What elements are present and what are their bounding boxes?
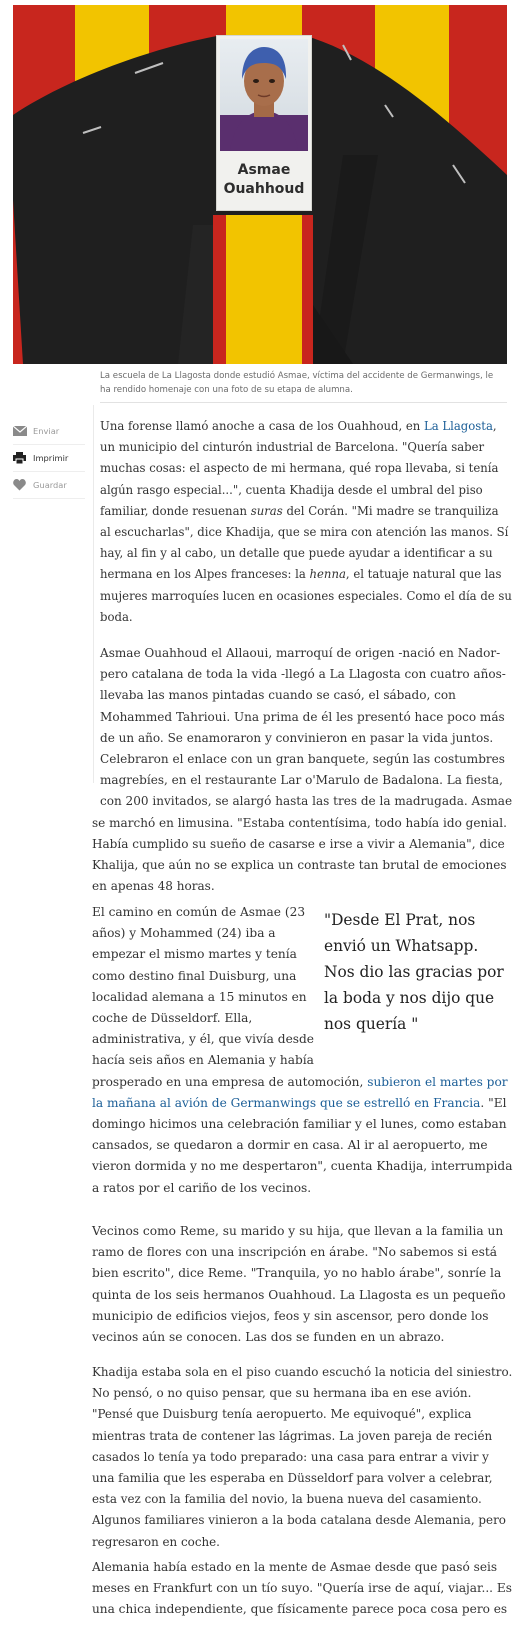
article-paragraph-5: [92, 1362, 512, 1553]
italic-term: suras: [250, 503, 283, 518]
heart-icon: [13, 478, 33, 492]
text-line: Asmae Ouahhoud el Allaoui, marroquí de origen -nació en Nador-: [100, 646, 501, 660]
text-line: No pensó, o no quiso pensar, que su hermana iba en ese avión.: [92, 1386, 472, 1401]
text-line: pero catalana de toda la vida -llegó a La Llagosta con cuatro años-: [100, 667, 506, 682]
text-line: municipio de edificios viejos, feos y sin ascensor, pero donde los: [92, 1308, 489, 1323]
quote-line: "Desde El Prat, nos: [324, 911, 476, 929]
text-line: bien escrito", dice Reme. "Tranquila, yo no hablo árabe", sonríe la: [92, 1266, 502, 1281]
text-line: una chica independiente, que físicamente parece poca cosa pero es: [92, 1602, 508, 1617]
text-line: con 200 invitados, se alargó hasta las tres de la madrugada. Asmae: [100, 794, 513, 809]
germanwings-link-part-2[interactable]: la mañana al avión de Germanwings que se estrelló en Francia: [92, 1095, 481, 1110]
text-run: , el tatuaje natural que las: [345, 567, 502, 582]
text-line: Vecinos como Reme, su marido y su hija, que llevan a la familia un: [92, 1224, 504, 1238]
text-line: muchas cosas: el aspecto de mi hermana, qué ropa llevaba, si tenía: [100, 461, 499, 476]
text-line: Khadija estaba sola en el piso cuando escuchó la noticia del siniestro.: [92, 1365, 513, 1379]
print-label: Imprimir: [33, 453, 69, 463]
text-line: quinta de los seis hermanos Ouahhoud. La Llagosta es un pequeño: [92, 1287, 506, 1302]
text-run: familiar, donde resuenan: [100, 503, 251, 518]
text-line: Algunos familiares vinieron a la boda catalana desde Alemania, pero: [92, 1513, 506, 1528]
printer-icon: [13, 451, 33, 465]
text-line: regresaron en coche.: [92, 1534, 220, 1549]
print-button[interactable]: [13, 445, 85, 472]
text-run: Una forense llamó anoche a casa de los Ouahhoud, en: [100, 419, 424, 433]
quote-line: la boda y nos dijo que: [324, 989, 495, 1007]
text-line: una familia que les esperaba en Düsseldorf para volver a celebrar,: [92, 1471, 493, 1486]
quote-line: Nos dio las gracias por: [324, 963, 504, 981]
text-line: "Pensé que Duisburg tenía aeropuerto. Me equivoqué", explica: [92, 1407, 472, 1422]
article-paragraph-1: [100, 416, 512, 628]
text-line: años) y Mohammed (24) iba a: [92, 926, 276, 941]
germanwings-link-part-1[interactable]: subieron el martes por: [367, 1074, 508, 1089]
text-line: esta vez con la familia del novio, la buena nueva del casamiento.: [92, 1492, 482, 1507]
text-line: Había cumplido su sueño de casarse e irse a vivir a Alemania", dice: [92, 836, 505, 851]
text-line: boda.: [100, 609, 133, 624]
text-run: ,: [492, 419, 497, 433]
quote-line: nos quería ": [324, 1015, 419, 1033]
envelope-icon: [13, 424, 33, 438]
text-line: mujeres marroquíes lucen en ocasiones especiales. Como el día de su: [100, 588, 512, 603]
text-line: domingo hicimos una celebración familiar y el lunes, como estaban: [92, 1117, 507, 1132]
article-paragraph-4: [92, 1221, 506, 1348]
text-line: Alemania había estado en la mente de Asmae desde que pasó seis: [92, 1560, 498, 1574]
text-run: prosperado en una empresa de automoción,: [92, 1074, 368, 1089]
text-line: a ratos por el cariño de los vecinos.: [92, 1180, 312, 1195]
text-line: de un año. Se enamoraron y convinieron en pasar la vida juntos.: [100, 730, 494, 745]
photo-caption: La escuela de La Llagosta donde estudió Asmae, víctima del accidente de Germanwings, le ha rendido homenaje con una foto de su etapa de alumna.: [100, 371, 494, 395]
text-run: . "El: [480, 1095, 507, 1110]
text-line: llevaba las manos pintadas cuando se casó, el sábado, con: [100, 688, 456, 703]
text-line: El camino en común de Asmae (23: [92, 905, 306, 919]
text-line: coche de Düsseldorf. Ella,: [92, 1011, 253, 1026]
text-line: al escucharlas", dice Khadija, que se mira con atención las manos. Sí: [100, 525, 509, 540]
text-line: cansados, se quedaron a dormir en casa. Al ir al aeropuerto, me: [92, 1138, 488, 1153]
text-line: hay, al fin y al cabo, un detalle que puede ayudar a identificar a su: [100, 546, 493, 561]
text-line: un municipio del cinturón industrial de Barcelona. "Quería saber: [100, 440, 485, 455]
save-button[interactable]: [13, 472, 85, 499]
text-line: en apenas 48 horas.: [92, 879, 215, 894]
la-llagosta-link[interactable]: La Llagosta: [423, 419, 493, 433]
italic-term: henna: [309, 567, 346, 582]
text-line: magrebíes, en el restaurante Lar o'Marulo de Badalona. La fiesta,: [100, 773, 503, 788]
quote-line: envió un Whatsapp.: [324, 937, 479, 955]
text-line: algún rasgo especial...", cuenta Khadija desde el umbral del piso: [100, 482, 483, 497]
portrait-name-last: Ouahhoud: [223, 181, 305, 197]
text-line: ramo de flores con una inscripción en árabe. "No sabemos si está: [92, 1245, 497, 1260]
text-line: vecinos aún se conocen. Las dos se funden en un abrazo.: [92, 1330, 445, 1345]
text-run: del Corán. "Mi madre se tranquiliza: [282, 503, 499, 518]
portrait-photo: [220, 39, 308, 151]
article-paragraph-2: [92, 643, 513, 897]
sidebar-divider: [93, 405, 94, 783]
article-photo: [13, 5, 507, 364]
text-line: administrativa, y él, que vivía desde: [92, 1032, 314, 1047]
text-line: Mohammed Tahrioui. Una prima de él les presentó hace poco más: [100, 709, 505, 724]
pull-quote: [324, 907, 509, 1037]
text-line: Celebraron el enlace con un gran banquete, según las costumbres: [100, 752, 505, 767]
text-line: localidad alemana a 15 minutos en: [92, 989, 307, 1004]
text-line: empezar el mismo martes y tenía: [92, 947, 297, 962]
text-line: como destino final Duisburg, una: [92, 968, 297, 983]
divider: [100, 402, 507, 403]
portrait-name: [217, 161, 311, 199]
text-line: vieron dormida y no me despertaron", cuenta Khadija, interrumpida: [92, 1159, 513, 1174]
portrait-card: [216, 35, 312, 211]
article-paragraph-6: [92, 1557, 512, 1621]
text-line: Khalija, que aún no se explica un contraste tan brutal de emociones: [92, 858, 507, 873]
text-line: casados lo tenía ya todo preparado: una casa para entrar a vivir y: [92, 1449, 489, 1464]
text-run: hermana en los Alpes franceses: la: [100, 567, 310, 582]
text-line: meses en Frankfurt con un tío suyo. "Quería irse de aquí, viajar... Es: [92, 1581, 512, 1596]
send-button[interactable]: [13, 418, 85, 445]
send-label: Enviar: [33, 426, 60, 436]
save-label: Guardar: [33, 480, 67, 490]
portrait-name-first: Asmae: [237, 162, 291, 178]
text-line: mientras trata de contener las lágrimas. La joven pareja de recién: [92, 1428, 493, 1443]
share-tools: [13, 418, 85, 499]
text-line: se marchó en limusina. "Estaba contentísima, todo había ido genial.: [92, 815, 507, 830]
text-line: hacía seis años en Alemania y había: [92, 1053, 314, 1068]
